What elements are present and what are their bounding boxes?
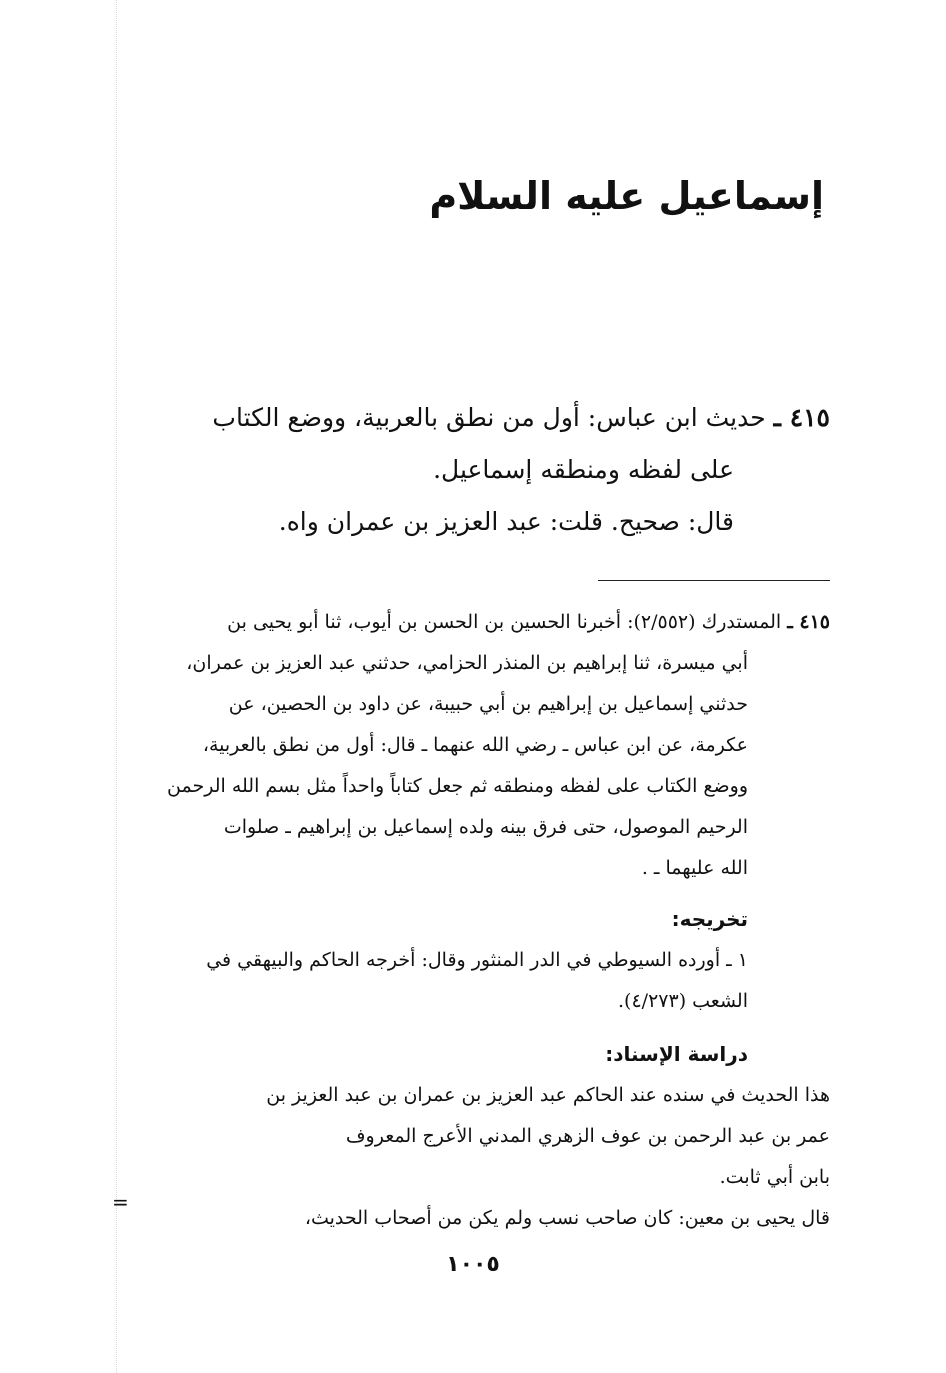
takhrij-line: ١ ـ أورده السيوطي في الدر المنثور وقال: أخرجه الحاكم والبيهقي في [206, 949, 748, 971]
footnote-line: ووضع الكتاب على لفظه ومنطقه ثم جعل كتاباً واحداً مثل بسم الله الرحمن [167, 775, 748, 797]
footnotes-section [130, 602, 830, 1239]
hadith-entry [130, 392, 830, 548]
footnote-line: الرحيم الموصول، حتى فرق بينه ولده إسماعيل بن إبراهيم ـ صلوات [223, 816, 748, 838]
footnote-line: أبي ميسرة، ثنا إبراهيم بن المنذر الحزامي، حدثني عبد العزيز بن عمران، [186, 652, 748, 674]
page-number: ١٠٠٥ [446, 1252, 500, 1277]
footnote-line: الله عليهما ـ . [641, 857, 748, 879]
takhrij-line: الشعب (٤/٢٧٣). [618, 990, 748, 1012]
chapter-title: إسماعيل عليه السلام [429, 174, 824, 218]
continuation-mark: = [112, 1190, 129, 1214]
footnote-line: ٤١٥ ـ المستدرك (٢/٥٥٢): أخبرنا الحسين بن الحسن بن أيوب، ثنا أبو يحيى بن [227, 611, 830, 633]
isnad-line: عمر بن عبد الرحمن بن عوف الزهري المدني الأعرج المعروف [345, 1125, 830, 1147]
hadith-text-1: حديث ابن عباس: أول من نطق بالعربية، ووضع الكتاب [212, 403, 766, 432]
isnad-line: بابن أبي ثابت. [719, 1166, 830, 1188]
page-margin-guide [116, 0, 117, 1373]
footnote-line: حدثني إسماعيل بن إبراهيم بن أبي حبيبة، عن داود بن الحصين، عن [228, 693, 748, 715]
hadith-entry-line-2: على لفظه ومنطقه إسماعيل. [433, 455, 734, 484]
isnad-line: قال يحيى بن معين: كان صاحب نسب ولم يكن من أصحاب الحديث، [304, 1207, 830, 1229]
isnad-line: هذا الحديث في سنده عند الحاكم عبد العزيز بن عمران بن عبد العزيز بن [266, 1084, 830, 1106]
footnote-line: عكرمة، عن ابن عباس ـ رضي الله عنهما ـ قال: أول من نطق بالعربية، [202, 734, 748, 756]
hadith-entry-line-1 [130, 392, 830, 444]
hadith-entry-line-3: قال: صحيح. قلت: عبد العزيز بن عمران واه. [278, 507, 734, 536]
takhrij-heading: تخريجه: [671, 907, 748, 931]
isnad-heading: دراسة الإسناد: [605, 1042, 748, 1066]
hadith-number: ٤١٥ ـ [773, 403, 830, 432]
footnote-separator [598, 580, 830, 581]
footnote-number: ٤١٥ ـ [787, 611, 830, 633]
